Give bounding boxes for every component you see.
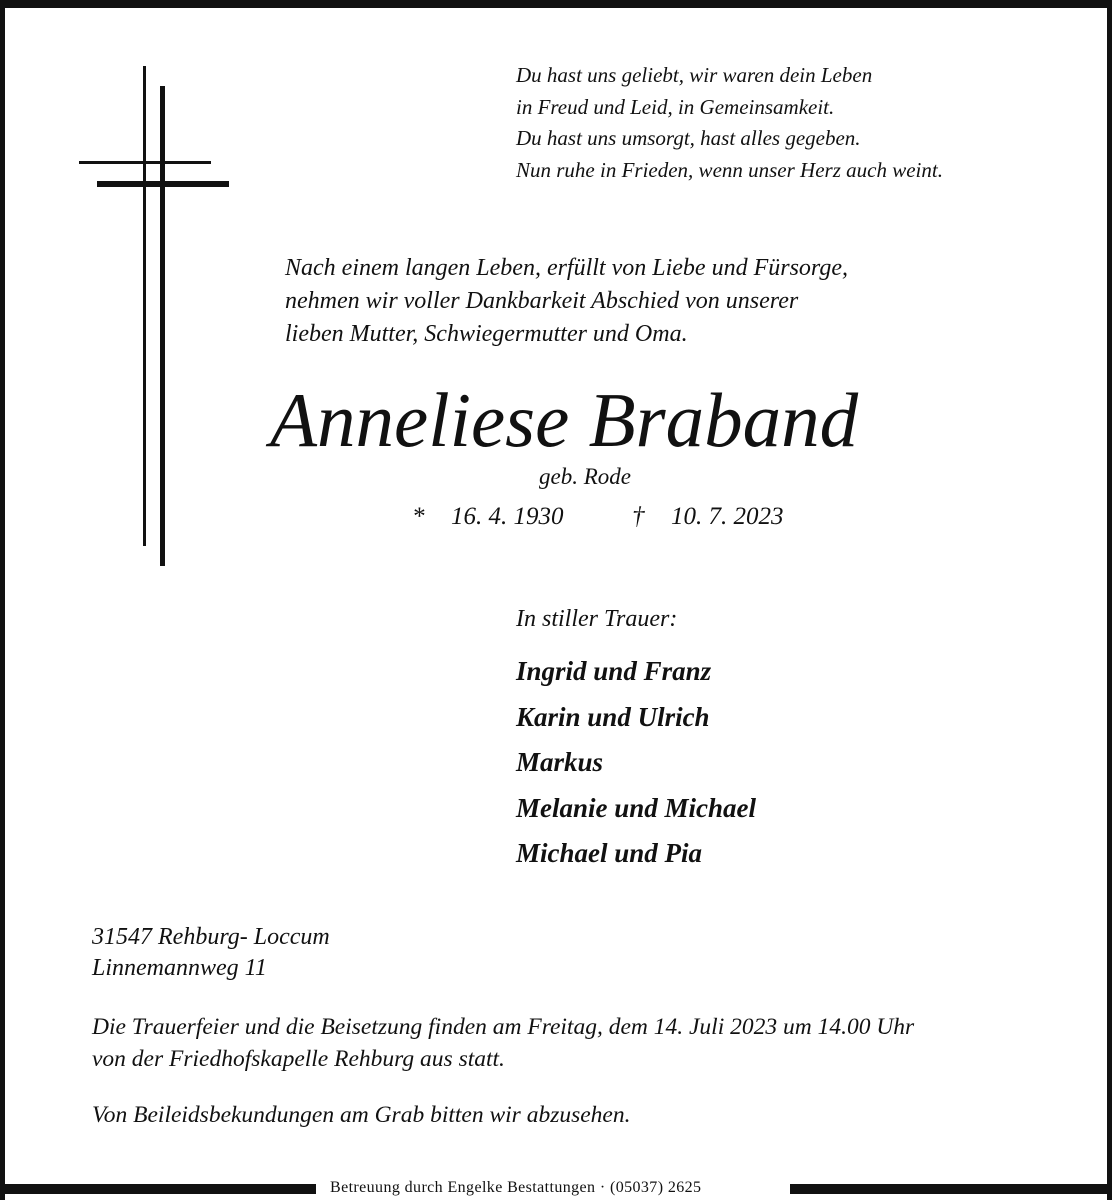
funeral-info <box>92 1011 914 1075</box>
poem-line: in Freud und Leid, in Gemeinsamkeit. <box>516 94 835 119</box>
mourner-name: Markus <box>516 747 604 777</box>
poem-line: Du hast uns geliebt, wir waren dein Leben <box>516 63 873 87</box>
address <box>92 922 330 984</box>
poem-line: Du hast uns umsorgt, hast alles gegeben. <box>516 126 861 150</box>
intro-line: lieben Mutter, Schwiegermutter und Oma. <box>285 321 688 347</box>
poem-line: Nun ruhe in Frieden, wenn unser Herz auch weint. <box>516 157 943 182</box>
intro-line: Nach einem langen Leben, erfüllt von Liebe und Fürsorge, <box>285 255 849 281</box>
intro-line: nehmen wir voller Dankbarkeit Abschied von unserer <box>285 288 799 314</box>
mourners-list <box>516 649 756 877</box>
birth-symbol: * <box>412 503 425 530</box>
mourners-heading: In stiller Trauer: <box>516 606 678 632</box>
address-city: 31547 Rehburg- Loccum <box>92 924 330 950</box>
death-symbol: † <box>632 503 645 530</box>
footer-credit: Betreuung durch Engelke Bestattungen · (05037) 2625 <box>330 1179 702 1196</box>
deceased-name: Anneliese Braband <box>270 377 859 463</box>
maiden-name: geb. Rode <box>539 464 631 489</box>
funeral-line: Die Trauerfeier und die Beisetzung finden am Freitag, dem 14. Juli 2023 um 14.00 Uhr <box>92 1014 915 1040</box>
condolence-note: Von Beileidsbekundungen am Grab bitten wir abzusehen. <box>92 1102 631 1128</box>
mourner-name: Melanie und Michael <box>516 792 757 823</box>
address-street: Linnemannweg 11 <box>92 955 267 981</box>
death-date: 10. 7. 2023 <box>671 503 784 530</box>
footer-rule-left <box>0 1184 316 1194</box>
mourner-name: Ingrid und Franz <box>516 656 712 686</box>
birth-date: 16. 4. 1930 <box>451 503 564 530</box>
poem <box>516 60 943 186</box>
footer-rule-right <box>790 1184 1112 1194</box>
mourner-name: Karin und Ulrich <box>516 701 710 732</box>
life-dates <box>412 501 784 533</box>
intro-text <box>285 252 848 351</box>
mourner-name: Michael und Pia <box>516 838 703 868</box>
funeral-line: von der Friedhofskapelle Rehburg aus statt. <box>92 1046 505 1072</box>
